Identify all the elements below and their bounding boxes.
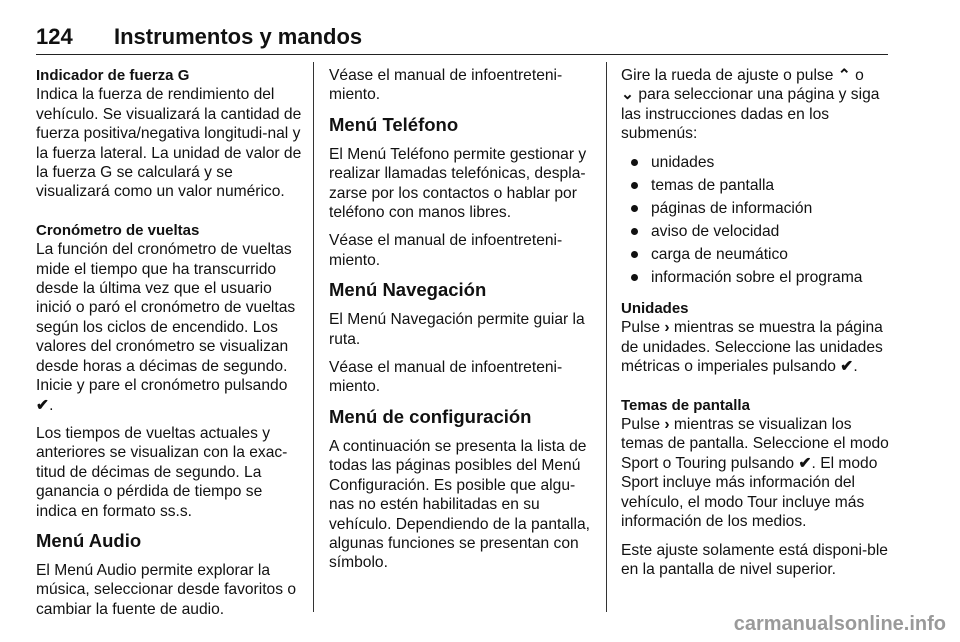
list-item: páginas de información	[621, 199, 889, 218]
list-item: carga de neumático	[621, 245, 889, 264]
chevron-down-icon: ⌄	[621, 86, 635, 104]
laptimer-paragraph	[36, 240, 302, 415]
gforce-heading: Indicador de fuerza G	[36, 67, 190, 84]
laptimer-text: La función del cronómetro de vueltas mide el tiempo que ha transcurrido desde la última vez que el usuario inició o paró el cronómetro de vueltas según los ciclos de encendido. Los valores del cronómetro se visualizan desde horas a décimas de segundo. Inicie y pare el cronómetro pulsando	[36, 241, 296, 395]
submenu-list	[621, 153, 889, 287]
chevron-right-icon: ›	[664, 319, 670, 337]
page-header	[36, 20, 888, 55]
list-item: información sobre el programa	[621, 268, 889, 287]
check-icon: ✔	[36, 396, 50, 414]
check-icon: ✔	[798, 454, 812, 472]
bullet-icon	[631, 228, 638, 235]
column-1	[36, 66, 302, 628]
laptimer-heading: Cronómetro de vueltas	[36, 221, 200, 239]
config-text: A continuación se presenta la lista de todas las páginas posibles del Menú Configuración. Es posible que algu-nas no estén habilitadas en su vehículo. Dependiendo de la pantalla, algunas funciones se presentan con símbolo.	[329, 437, 590, 572]
bullet-icon	[631, 205, 638, 212]
column-divider	[606, 62, 607, 612]
config-intro	[621, 66, 889, 144]
navigation-heading: Menú Navegación	[329, 279, 487, 301]
column-divider	[313, 62, 314, 612]
config-heading: Menú de configuración	[329, 405, 532, 427]
phone-text: El Menú Teléfono permite gestionar y realizar llamadas telefónicas, despla-zarse por los contactos o hablar por teléfono con manos libres.	[329, 145, 587, 222]
laps-text: Los tiempos de vueltas actuales y anteriores se visualizan con la exac-titud de décimas de segundo. La ganancia o pérdida de tiempo se indica en formato ss.s.	[36, 424, 288, 520]
availability-text: Este ajuste solamente está disponi-ble en la pantalla de nivel superior.	[621, 541, 888, 578]
column-3	[621, 66, 889, 588]
units-paragraph: Pulse › mientras se muestra la página de unidades. Seleccione las unidades métricas o imperiales pulsando ✔.	[621, 319, 883, 376]
units-heading: Unidades	[621, 300, 689, 318]
gforce-text: Indica la fuerza de rendimiento del vehículo. Se visualizará la cantidad de fuerza positiva/negativa longitudi-nal y la fuerza lateral. La unidad de valor de la fuerza G se calculará y se visualizará como un valor numérico.	[36, 86, 302, 201]
audio-text: El Menú Audio permite explorar la música, seleccionar desde favoritos o cambiar la fuente de audio.	[36, 561, 297, 618]
reference-text: Véase el manual de infoentreteni-miento.	[329, 359, 563, 396]
watermark: carmanualsonline.info	[733, 613, 946, 635]
intro-text: o	[855, 67, 864, 84]
themes-heading: Temas de pantalla	[621, 396, 750, 414]
phone-heading: Menú Teléfono	[329, 113, 459, 135]
intro-text: para seleccionar una página y siga las instrucciones dadas en los submenús:	[621, 86, 880, 143]
themes-paragraph: Pulse › mientras se visualizan los temas de pantalla. Seleccione el modo Sport o Touring pulsando ✔. El modo Sport incluye más información del vehículo, el modo Tour incluye más información de los medios.	[621, 416, 889, 531]
list-item: aviso de velocidad	[621, 222, 889, 241]
intro-text: Gire la rueda de ajuste o pulse	[621, 67, 834, 84]
bullet-icon	[631, 159, 638, 166]
page-number: 124	[36, 24, 73, 49]
chevron-right-icon: ›	[664, 416, 670, 434]
bullet-icon	[631, 182, 638, 189]
navigation-text: El Menú Navegación permite guiar la ruta.	[329, 311, 585, 348]
list-item: temas de pantalla	[621, 176, 889, 195]
bullet-icon	[631, 274, 638, 281]
reference-text: Véase el manual de infoentreteni-miento.	[329, 232, 563, 269]
check-icon: ✔	[840, 358, 854, 376]
column-2	[329, 66, 595, 582]
bullet-icon	[631, 251, 638, 258]
list-item: unidades	[621, 153, 889, 172]
laptimer-end: .	[49, 396, 54, 414]
chevron-up-icon: ⌃	[837, 67, 851, 84]
reference-text: Véase el manual de infoentreteni-miento.	[329, 67, 563, 104]
chapter-title: Instrumentos y mandos	[114, 24, 363, 49]
audio-heading: Menú Audio	[36, 529, 142, 551]
